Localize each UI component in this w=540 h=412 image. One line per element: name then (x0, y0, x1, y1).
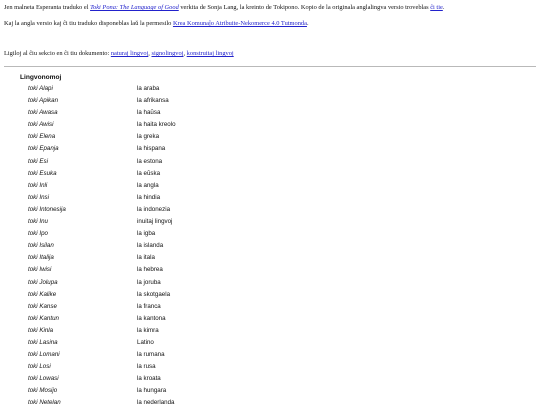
list-item (0, 182, 540, 194)
toki-pona-name: toki Lasina (28, 338, 58, 346)
list-item (0, 242, 540, 254)
divider (4, 66, 536, 67)
toki-pona-name: toki Jolupa (28, 278, 58, 286)
license-text: . (306, 20, 309, 27)
list-item (0, 194, 540, 206)
list-item (0, 97, 540, 109)
esperanto-name: la eŭska (137, 169, 161, 177)
toki-pona-name: toki Kantun (28, 314, 59, 322)
esperanto-name: la hispana (137, 145, 166, 153)
list-item (0, 339, 540, 351)
toki-pona-name: toki Insi (28, 193, 49, 201)
toki-pona-name: toki Isilan (28, 242, 54, 250)
original-version-link[interactable]: ĉi tie (430, 4, 443, 11)
list-item (0, 218, 540, 230)
toki-pona-name: toki Netelan (28, 399, 61, 407)
list-item (0, 158, 540, 170)
intro-text: verkita de Sonja Lang, la kreinto de Tokipono. Kopio de la originala anglalingva versio troveblas (178, 4, 431, 11)
toki-pona-name: toki Alapi (28, 85, 53, 92)
toki-pona-name: toki Awasa (28, 109, 58, 117)
separator: , (148, 50, 152, 57)
esperanto-name: la kroata (137, 375, 161, 383)
toki-pona-name: toki Apikan (28, 97, 59, 105)
toki-pona-name: toki Kalike (28, 290, 57, 298)
list-item (0, 303, 540, 315)
toki-pona-name: toki Kinla (28, 326, 54, 334)
esperanto-name: la afrikansa (137, 97, 169, 105)
list-item (0, 279, 540, 291)
toki-pona-name: toki Inu (28, 218, 48, 226)
list-item (0, 230, 540, 242)
toki-pona-name: toki Esuka (28, 169, 57, 177)
intro-text: . (442, 4, 445, 11)
esperanto-name: la angla (137, 181, 159, 189)
list-item (0, 363, 540, 375)
esperanto-name: la estona (137, 157, 163, 165)
toki-pona-name: toki Kanse (28, 302, 57, 310)
list-item (0, 254, 540, 266)
list-item (0, 206, 540, 218)
list-item (0, 387, 540, 399)
toki-pona-name: toki Losi (28, 363, 51, 371)
esperanto-name: la haita kreolo (137, 121, 176, 129)
toki-pona-name: toki Esi (28, 157, 48, 165)
list-item (0, 399, 540, 411)
list-item (0, 327, 540, 339)
license-text: Kaj la angla versio kaj ĉi tiu traduko disponeblas laŭ la permesilo (4, 20, 173, 27)
esperanto-name: la haŭsa (137, 109, 161, 117)
esperanto-name: la joruba (137, 278, 161, 286)
list-item (0, 85, 540, 97)
separator: , (183, 50, 187, 57)
license-line (4, 20, 309, 28)
intro-line (4, 4, 444, 12)
toki-pona-name: toki Lowasi (28, 375, 59, 383)
toki-pona-name: toki Epanja (28, 145, 59, 153)
section-title: Lingvonomoj (20, 74, 62, 81)
toki-pona-name: toki Italija (28, 254, 54, 262)
esperanto-name: la nederlanda (137, 399, 175, 407)
toki-pona-name: toki Lomani (28, 351, 60, 359)
esperanto-name: la araba (137, 85, 160, 92)
esperanto-name: la greka (137, 133, 160, 141)
list-item (0, 266, 540, 278)
toki-pona-name: toki Inli (28, 181, 48, 189)
sign-languages-link[interactable]: signolingvoj (151, 50, 184, 57)
list-item (0, 170, 540, 182)
esperanto-name: Latino (137, 338, 154, 346)
esperanto-name: la igba (137, 230, 156, 238)
esperanto-name: la kimra (137, 326, 159, 334)
toki-pona-name: toki Mosijo (28, 387, 58, 395)
toki-pona-name: toki Elena (28, 133, 56, 141)
license-link[interactable]: Krea Komunaĵo Atribuite-Nekomerce 4.0 Tutmonda (172, 20, 307, 27)
natural-languages-link[interactable]: naturaj lingvoj (110, 50, 149, 57)
esperanto-name: la kantona (137, 314, 166, 322)
list-item (0, 315, 540, 327)
list-item (0, 351, 540, 363)
intro-text: Jen malneta Esperanta traduko el (4, 4, 91, 11)
esperanto-name: la franca (137, 302, 161, 310)
section-links-line (4, 50, 234, 58)
list-item (0, 145, 540, 157)
toki-pona-name: toki Iwisi (28, 266, 52, 274)
list-item (0, 133, 540, 145)
book-title-link[interactable]: Toki Pona: The Language of Good (90, 4, 179, 11)
list-item (0, 121, 540, 133)
list-item (0, 109, 540, 121)
esperanto-name: la hungara (137, 387, 167, 395)
constructed-languages-link[interactable]: konstruitaj lingvoj (186, 50, 234, 57)
esperanto-name: la hindia (137, 193, 161, 201)
esperanto-name: la hebrea (137, 266, 163, 274)
toki-pona-name: toki Ipo (28, 230, 48, 238)
esperanto-name: la skotgaela (137, 290, 171, 298)
section-links-text: Ligiloj al ĉiu sekcio en ĉi tiu dokumento: (4, 50, 111, 57)
esperanto-name: inuitaj lingvoj (137, 218, 173, 226)
esperanto-name: la rusa (137, 363, 156, 371)
toki-pona-name: toki Intonesija (28, 205, 66, 213)
esperanto-name: la indonezia (137, 205, 171, 213)
language-list (0, 85, 540, 412)
toki-pona-name: toki Awisi (28, 121, 54, 129)
list-item (0, 291, 540, 303)
list-item (0, 375, 540, 387)
esperanto-name: la rumana (137, 351, 165, 359)
esperanto-name: la islanda (137, 242, 164, 250)
esperanto-name: la itala (137, 254, 155, 262)
